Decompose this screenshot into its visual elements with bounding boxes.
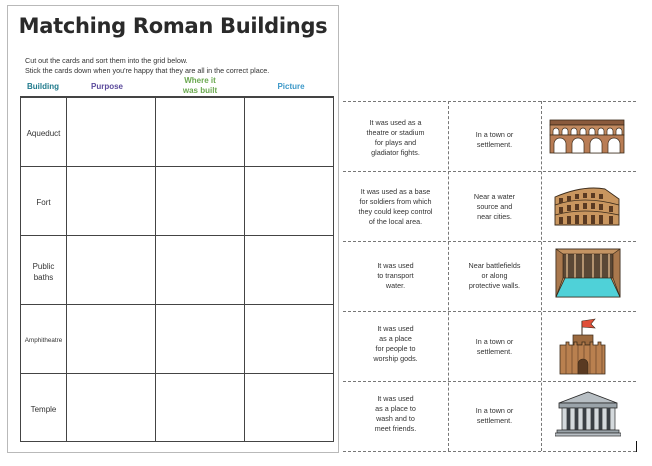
row-label-line1: Public bbox=[32, 262, 55, 271]
card-text-line: protective walls. bbox=[468, 281, 521, 290]
card-text-line: It was used as a base bbox=[360, 187, 431, 196]
card-text-line: for soldiers from which bbox=[359, 197, 432, 206]
header-where-line1: Where it bbox=[184, 76, 216, 85]
cut-out-cards bbox=[343, 101, 636, 451]
row-label: Fort bbox=[36, 198, 51, 207]
card-text-line: meet friends. bbox=[374, 424, 417, 433]
cut-line bbox=[343, 101, 636, 102]
location-card[interactable] bbox=[448, 130, 541, 150]
baths-icon[interactable] bbox=[555, 248, 621, 298]
row-label bbox=[21, 261, 66, 283]
grid-row-temple bbox=[21, 373, 333, 442]
header-where-line2: was built bbox=[182, 86, 218, 95]
card-text-line: or along bbox=[481, 271, 508, 280]
card-text-line: In a town or bbox=[475, 337, 514, 346]
card-text-line: wash and to bbox=[376, 414, 415, 423]
header-picture: Picture bbox=[277, 82, 305, 91]
cut-line bbox=[343, 241, 636, 242]
card-text-line: It was used bbox=[377, 261, 414, 270]
grid-row-aqueduct bbox=[21, 97, 333, 167]
card-text-line: as a place to bbox=[375, 404, 416, 413]
temple-icon[interactable] bbox=[555, 391, 621, 437]
grid-row-public-baths bbox=[21, 235, 333, 305]
cut-line bbox=[343, 451, 636, 452]
card-text-line: as a place bbox=[379, 334, 412, 343]
card-text-line: they could keep control bbox=[358, 207, 433, 216]
text-cursor bbox=[636, 441, 637, 452]
purpose-card[interactable] bbox=[343, 394, 448, 434]
header-building: Building bbox=[27, 82, 59, 91]
worksheet-title: Matching Roman Buildings bbox=[18, 14, 328, 38]
card-text-line: to transport bbox=[377, 271, 414, 280]
row-label: Aqueduct bbox=[26, 129, 61, 138]
grid-row-amphitheatre bbox=[21, 304, 333, 374]
card-text-line: worship gods. bbox=[373, 354, 418, 363]
card-text-line: settlement. bbox=[476, 347, 513, 356]
card-text-line: Near battlefields bbox=[468, 261, 521, 270]
row-label-line2: baths bbox=[33, 273, 54, 282]
card-text-line: water. bbox=[385, 281, 406, 290]
card-text-line: theatre or stadium bbox=[366, 128, 425, 137]
location-card[interactable] bbox=[448, 192, 541, 222]
card-text-line: settlement. bbox=[476, 416, 513, 425]
cut-line bbox=[343, 381, 636, 382]
location-card[interactable] bbox=[448, 337, 541, 357]
aqueduct-icon[interactable] bbox=[549, 118, 625, 154]
card-text-line: settlement. bbox=[476, 140, 513, 149]
card-text-line: It was used as a bbox=[369, 118, 422, 127]
card-text-line: It was used bbox=[377, 394, 414, 403]
card-text-line: It was used bbox=[377, 324, 414, 333]
location-card[interactable] bbox=[448, 406, 541, 426]
purpose-card[interactable] bbox=[343, 118, 448, 158]
cut-line bbox=[343, 171, 636, 172]
card-text-line: In a town or bbox=[475, 130, 514, 139]
header-where-built bbox=[170, 76, 230, 96]
card-text-line: for people to bbox=[375, 344, 416, 353]
card-text-line: of the local area. bbox=[368, 217, 423, 226]
location-card[interactable] bbox=[448, 261, 541, 291]
card-text-line: for plays and bbox=[374, 138, 417, 147]
colosseum-icon[interactable] bbox=[553, 185, 621, 227]
card-text-line: Near a water bbox=[473, 192, 516, 201]
row-label: Amphitheatre bbox=[24, 337, 63, 344]
instruction-line-1: Cut out the cards and sort them into the grid below. bbox=[25, 56, 188, 65]
instruction-line-2: Stick the cards down when you're happy that they are all in the correct place. bbox=[25, 66, 270, 75]
sorting-grid bbox=[20, 96, 334, 442]
cut-line bbox=[541, 101, 542, 451]
cut-line bbox=[343, 311, 636, 312]
fort-icon[interactable] bbox=[557, 317, 613, 375]
header-purpose: Purpose bbox=[90, 82, 123, 91]
card-text-line: near cities. bbox=[477, 212, 512, 221]
card-text-line: gladiator fights. bbox=[371, 148, 420, 157]
purpose-card[interactable] bbox=[343, 261, 448, 291]
worksheet bbox=[7, 5, 339, 453]
purpose-card[interactable] bbox=[343, 324, 448, 364]
grid-row-fort bbox=[21, 166, 333, 236]
card-text-line: source and bbox=[476, 202, 513, 211]
card-text-line: In a town or bbox=[475, 406, 514, 415]
purpose-card[interactable] bbox=[343, 187, 448, 227]
row-label: Temple bbox=[30, 405, 57, 414]
